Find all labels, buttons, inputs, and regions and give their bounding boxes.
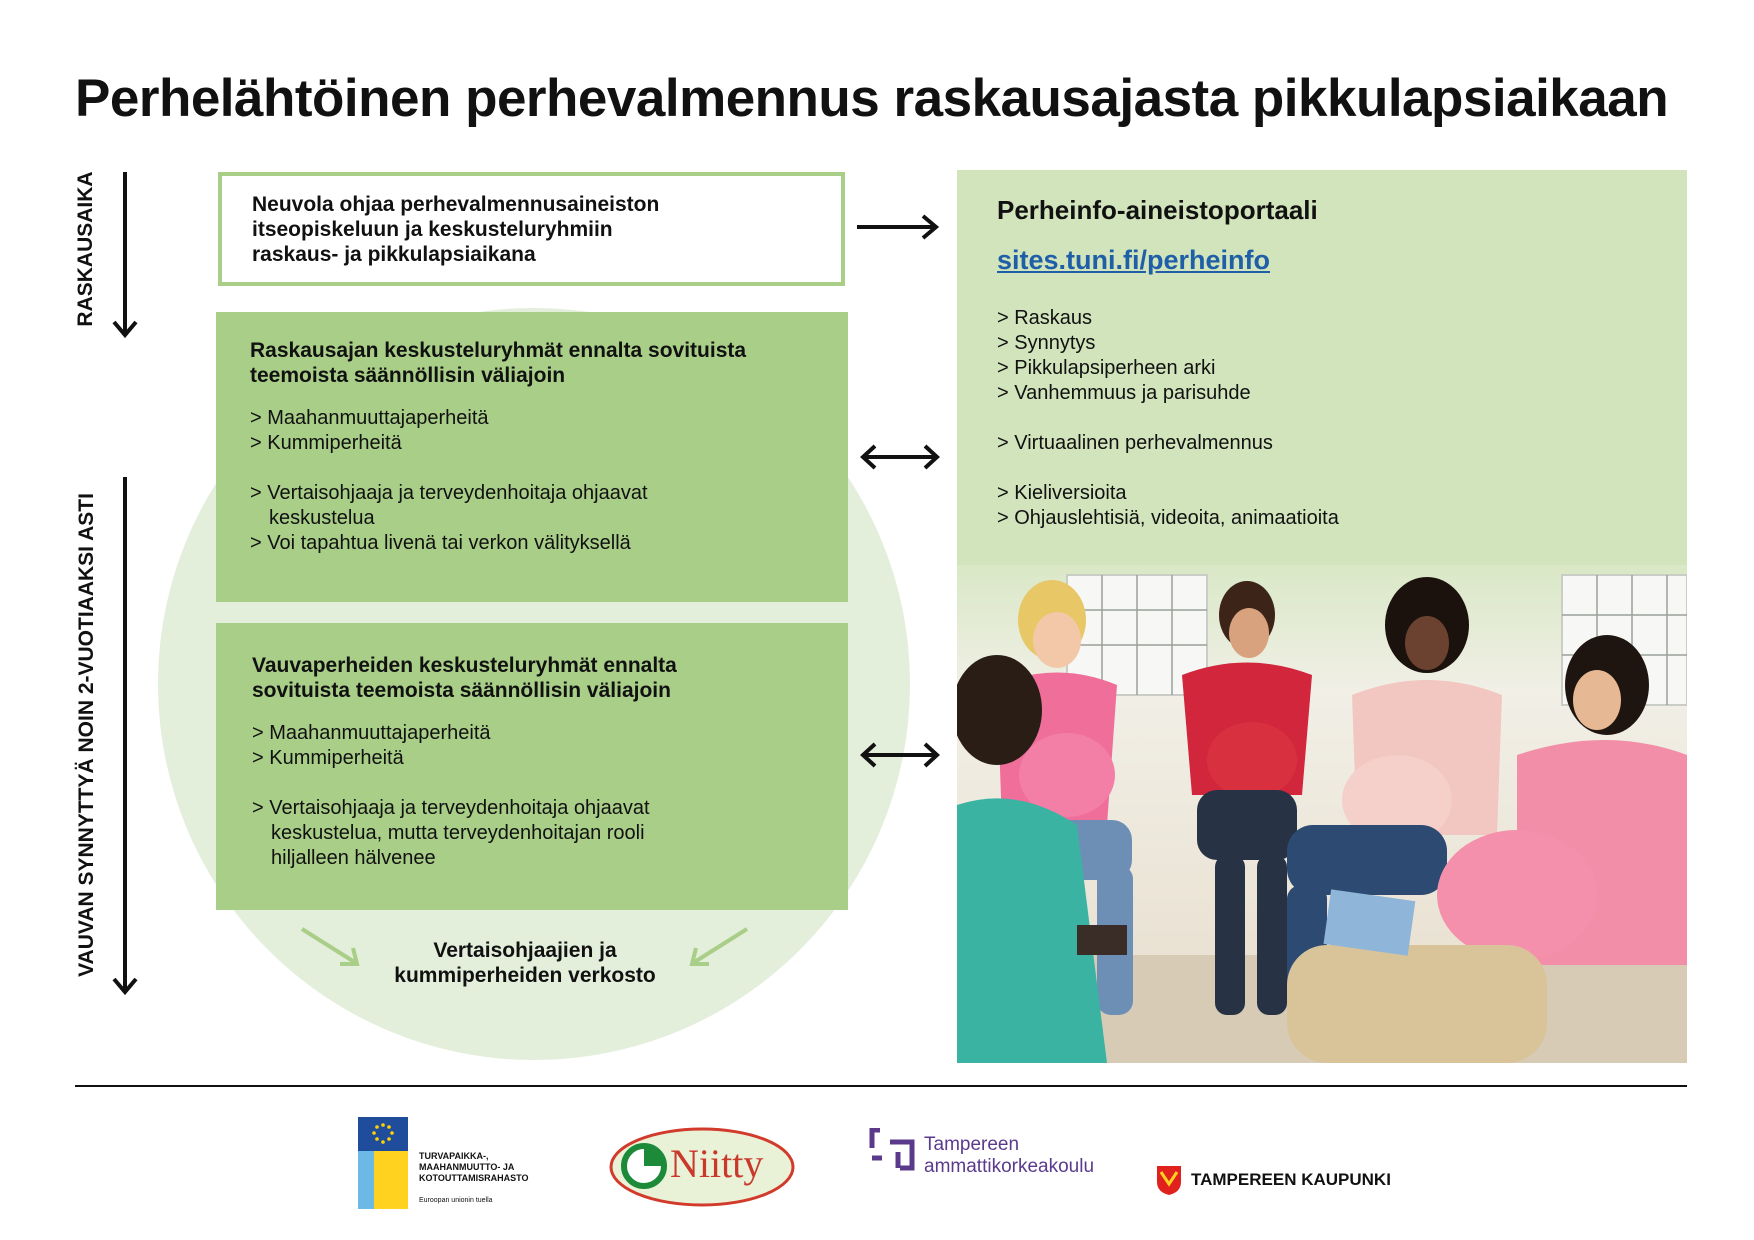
list-item: > Voi tapahtua livenä tai verkon välityksellä — [250, 532, 631, 554]
list-item — [250, 506, 818, 531]
tamk-line: ammattikorkeakoulu — [924, 1156, 1095, 1177]
neuvola-box — [218, 172, 845, 286]
side-label-pregnancy: RASKAUSAIKA — [74, 171, 97, 327]
title-line: sovituista teemoista säännöllisin väliajoin — [252, 679, 671, 702]
city-name: TAMPEREEN KAUPUNKI — [1191, 1170, 1391, 1189]
portal-item: > Pikkulapsiperheen arki — [997, 357, 1216, 379]
peer-network-label — [360, 938, 690, 988]
eu-flag-icon — [358, 1117, 408, 1209]
timeline-arrow-after-birth — [112, 475, 138, 997]
fund-line: KOTOUTTAMISRAHASTO — [419, 1173, 529, 1183]
tamk-name — [924, 1134, 1094, 1178]
list-item-continuation: hiljalleen hälvenee — [271, 847, 436, 869]
pregnancy-groups-title — [250, 338, 818, 388]
double-arrow-pregnancy — [860, 442, 940, 472]
baby-groups-list — [252, 721, 818, 871]
pregnant-women-group-illustration — [957, 565, 1687, 1063]
network-line: kummiperheiden verkosto — [394, 964, 656, 987]
timeline-arrow-pregnancy — [112, 170, 138, 340]
tampere-crest-icon — [1155, 1164, 1183, 1196]
fund-line: TURVAPAIKKA-, — [419, 1151, 489, 1161]
portal-title: Perheinfo-aineistoportaali — [997, 195, 1318, 225]
group-photo — [957, 565, 1687, 1063]
title-line: teemoista säännöllisin väliajoin — [250, 364, 566, 387]
list-item-continuation: keskustelua — [269, 507, 375, 529]
title-line: Raskausajan keskusteluryhmät ennalta sovituista — [250, 339, 747, 362]
list-item: > Vertaisohjaaja ja terveydenhoitaja ohjaavat — [250, 482, 648, 504]
arrow-right — [855, 212, 941, 242]
double-arrow-baby — [860, 740, 940, 770]
title-line: Vauvaperheiden keskusteluryhmät ennalta — [252, 654, 677, 677]
baby-groups-box — [216, 623, 848, 910]
network-line: Vertaisohjaajien ja — [433, 939, 617, 962]
portal-item: > Raskaus — [997, 307, 1093, 329]
niitty-text: Niitty — [670, 1141, 764, 1186]
niitty-logo — [608, 1126, 796, 1208]
list-item: > Kummiperheitä — [252, 747, 404, 769]
list-item: > Kummiperheitä — [250, 432, 402, 454]
list-item — [252, 846, 818, 871]
portal-item: > Synnytys — [997, 332, 1096, 354]
portal-item: > Kieliversioita — [997, 482, 1127, 504]
tamk-mark-icon — [868, 1128, 920, 1172]
arrow-into-network-left — [298, 925, 364, 971]
baby-groups-title — [252, 653, 818, 703]
tamk-logo — [868, 1128, 1108, 1196]
tamk-line: Tampereen — [924, 1134, 1020, 1155]
list-item: > Vertaisohjaaja ja terveydenhoitaja ohjaavat — [252, 797, 650, 819]
page-title: Perhelähtöinen perhevalmennus raskausajasta pikkulapsiaikaan — [75, 69, 1669, 128]
neuvola-line: raskaus- ja pikkulapsiaikana — [252, 243, 536, 266]
portal-item: > Ohjauslehtisiä, videoita, animaatioita — [997, 507, 1339, 529]
pregnancy-groups-list — [250, 406, 818, 556]
list-item: > Maahanmuuttajaperheitä — [252, 722, 491, 744]
portal-item: > Vanhemmuus ja parisuhde — [997, 382, 1251, 404]
portal-link[interactable]: sites.tuni.fi/perheinfo — [997, 245, 1271, 275]
portal-list — [997, 306, 1637, 531]
fund-name — [419, 1151, 529, 1184]
list-item: > Maahanmuuttajaperheitä — [250, 407, 489, 429]
tampere-city-logo — [1155, 1164, 1415, 1198]
portal-item: > Virtuaalinen perhevalmennus — [997, 432, 1273, 454]
neuvola-line: itseopiskeluun ja keskusteluryhmiin — [252, 218, 613, 241]
list-item-continuation: keskustelua, mutta terveydenhoitajan rooli — [271, 822, 645, 844]
fund-line: MAAHANMUUTTO- JA — [419, 1162, 515, 1172]
pregnancy-groups-box — [216, 312, 848, 602]
list-item — [252, 821, 818, 846]
footer-divider — [75, 1085, 1687, 1087]
side-label-after-birth: VAUVAN SYNNYTTYÄ NOIN 2-VUOTIAAKSI ASTI — [75, 493, 98, 977]
fund-sub: Euroopan unionin tuella — [419, 1197, 493, 1204]
eu-fund-logo — [358, 1117, 548, 1209]
neuvola-line: Neuvola ohjaa perhevalmennusaineiston — [252, 193, 660, 216]
arrow-into-network-right — [685, 925, 751, 971]
